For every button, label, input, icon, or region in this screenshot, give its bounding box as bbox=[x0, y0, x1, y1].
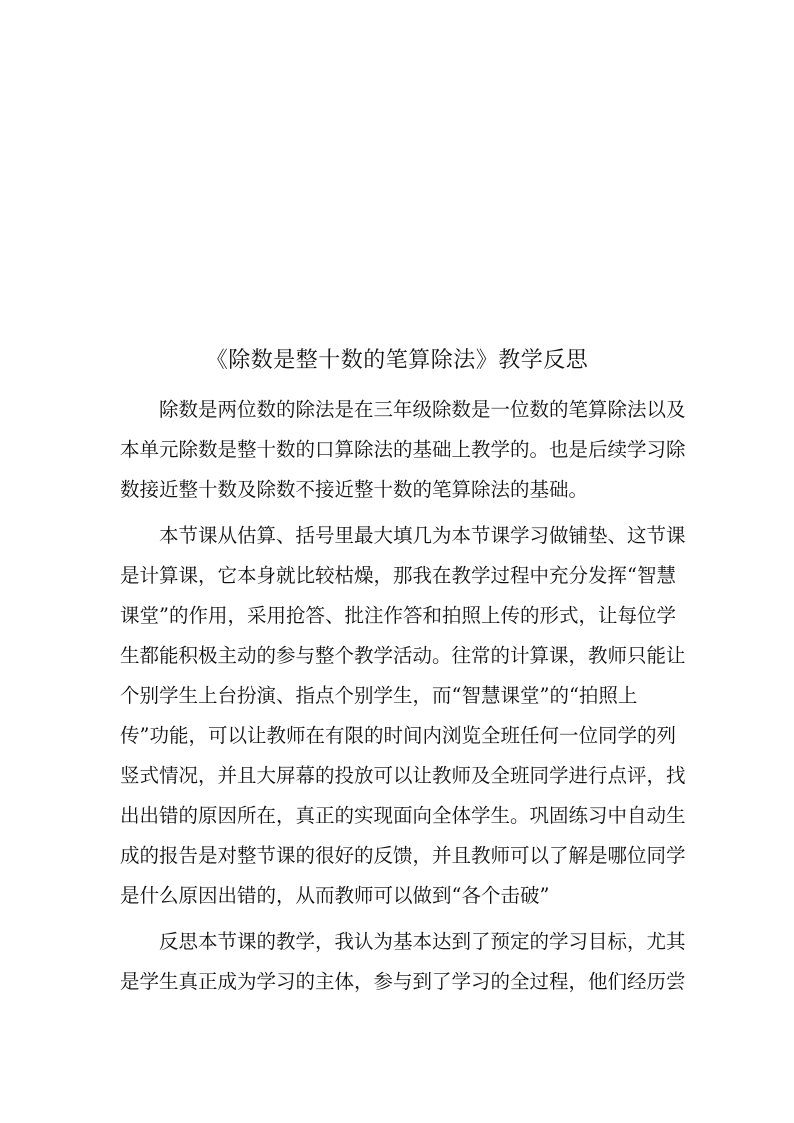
text-line: 除数是两位数的除法是在三年级除数是一位数的笔算除法以及 bbox=[159, 398, 686, 421]
text-line: 本单元除数是整十数的口算除法的基础上教学的。也是后续学习除 bbox=[120, 438, 686, 461]
text-line: 反思本节课的教学，我认为基本达到了预定的学习目标，尤其 bbox=[159, 930, 686, 953]
paragraph-1 bbox=[120, 394, 686, 514]
text-line: 传”功能，可以让教师在有限的时间内浏览全班任何一位同学的列 bbox=[120, 724, 676, 747]
text-line: 成的报告是对整节课的很好的反馈，并且教师可以了解是哪位同学 bbox=[120, 844, 686, 867]
text-line: 是什么原因出错的，从而教师可以做到“各个击破” bbox=[120, 884, 550, 907]
text-line: 个别学生上台扮演、指点个别学生，而“智慧课堂”的“拍照上 bbox=[120, 684, 638, 707]
document-body bbox=[120, 394, 686, 1006]
document-title: 《除数是整十数的笔算除法》教学反思 bbox=[205, 348, 589, 373]
text-line: 是学生真正成为学习的主体，参与到了学习的全过程，他们经历尝 bbox=[120, 970, 686, 993]
text-line: 出出错的原因所在，真正的实现面向全体学生。巩固练习中自动生 bbox=[120, 804, 686, 827]
text-line: 是计算课，它本身就比较枯燥，那我在教学过程中充分发挥“智慧 bbox=[120, 564, 676, 587]
text-line: 本节课从估算、括号里最大填几为本节课学习做铺垫、这节课 bbox=[159, 524, 686, 547]
text-line: 数接近整十数及除数不接近整十数的笔算除法的基础。 bbox=[120, 478, 589, 501]
text-line: 竖式情况，并且大屏幕的投放可以让教师及全班同学进行点评，找 bbox=[120, 764, 686, 787]
paragraph-3 bbox=[120, 926, 686, 1006]
text-line: 生都能积极主动的参与整个教学活动。往常的计算课，教师只能让 bbox=[120, 644, 686, 667]
paragraph-2 bbox=[120, 520, 686, 920]
text-line: 课堂”的作用，采用抢答、批注作答和拍照上传的形式，让每位学 bbox=[120, 604, 676, 627]
